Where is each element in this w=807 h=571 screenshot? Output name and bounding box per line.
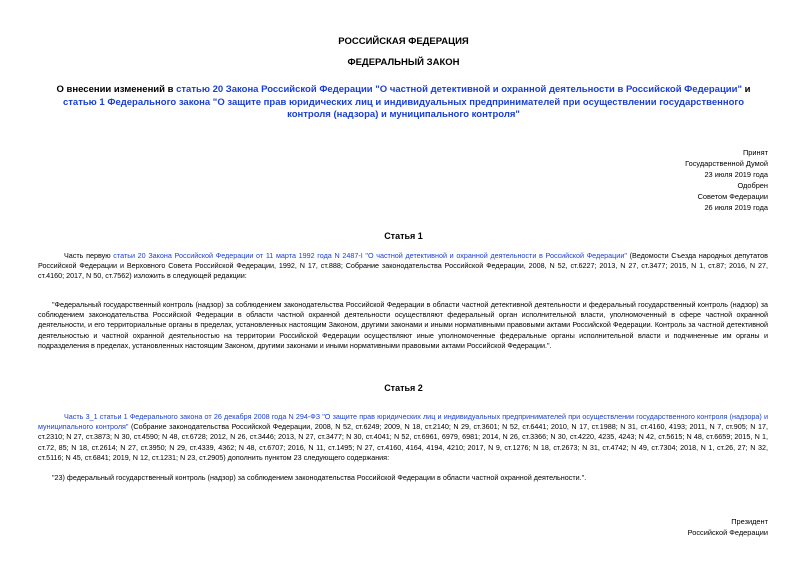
article-1-prefix: Часть первую [64,251,114,260]
article-2-link[interactable]: Часть 3_1 статьи 1 Федерального закона от 26 декабря 2008 года N 294-ФЗ "О защите прав юридических лиц и индивидуальных предпринимателей при осуществлении государственного контроля (надзора) и муниципального контроля" [38,412,768,432]
signature-position: Президент [731,517,768,526]
adoption-block [685,148,768,213]
article-1-link[interactable]: статьи 20 Закона Российской Федерации от 11 марта 1992 года N 2487-I "О частной детективной и охранной деятельности в Российской Федерации" [113,251,627,260]
article-1-paragraph-2 [38,300,768,351]
law-title [50,84,757,122]
article-2-quote: "23) федеральный государственный контроль (надзор) за соблюдением законодательства Российской Федерации в области частной охранной деятельности.". [52,473,587,482]
article-1-rest: (Ведомости Съезда народных депутатов Российской Федерации и Верховного Совета Российской Федерации, 1992, N 17, ст.888; Собрание законодательства Российской Федерации, 2008, N 52, ст.6227; 2013, N 27, ст.3477; 2015, N 1, ст.87; 2016, N 27, ст.4160; 2017, N 50, ст.7562) изложить в следующей редакции: [38,251,768,281]
approved-label: Одобрен [737,180,768,190]
approved-date: 26 июля 2019 года [704,202,768,212]
signature-country: Российской Федерации [687,528,768,537]
title-link-article-20[interactable]: статью 20 Закона Российской Федерации "О частной детективной и охранной деятельности в Российской Федерации" [176,84,742,95]
article-2-paragraph-2 [38,473,768,483]
article-1-heading: Статья 1 [384,231,423,241]
title-text-1: О внесении изменений в [56,84,177,95]
law-type-heading: ФЕДЕРАЛЬНЫЙ ЗАКОН [347,57,460,68]
article-2-rest: (Собрание законодательства Российской Федерации, 2008, N 52, ст.6249; 2009, N 18, ст.2140; N 29, ст.3601; N 52, ст.6441; 2010, N 17, ст.1988; N 31, ст.4160, 4193; 2011, N 7, ст.905; N 17, ст.2310; N 27, ст.3873; N 30, ст.4590; N 48, ст.6728; 2012, N 26, ст.3446; 2013, N 27, ст.3477; N 30, ст.4041; N 52, ст.6961, 6979, 6981; 2014, N 26, ст.3366; N 30, ст.4220, 4235, 4243; N 42, ст.5615; N 48, ст.6659; 2015, N 1, ст.72, 85; N 18, ст.2614; N 27, ст.3950; N 29, ст.4339, 4362; N 48, ст.6707; 2016, N 11, ст.1495; N 27, ст.4160, 4164, 4194, 4210; 2017, N 9, ст.1276; N 18, ст.2673; N 31, ст.4742; N 49, ст.7304; 2018, N 1, ст.26, 27; N 32, ст.5116; N 45, ст.6841; 2019, N 12, ст.1231; N 23, ст.2905) дополнить пунктом 23 следующего содержания: [38,422,769,462]
article-2-heading: Статья 2 [384,383,423,393]
title-text-2: и [742,84,751,95]
accepted-by: Государственной Думой [685,158,768,168]
signature-block [688,516,768,538]
title-link-article-1[interactable]: статью 1 Федерального закона "О защите прав юридических лиц и индивидуальных предпринимателей при осуществлении государственного контроля (надзора) и муниципального контроля" [62,96,745,120]
accepted-date: 23 июля 2019 года [704,169,768,179]
country-heading: РОССИЙСКАЯ ФЕДЕРАЦИЯ [338,36,469,47]
article-1-quote: "Федеральный государственный контроль (надзор) за соблюдением законодательства Российской Федерации в области частной детективной деятельности и федеральный государственный контроль (надзор) за соблюдением законодательства Российской Федерации в области частной охранной деятельности осуществляют федеральный орган исполнительной власти, уполномоченный в сфере частной охранной деятельности, и его территориальные органы в пределах, установленных настоящим Законом, другими законами и иными нормативными правовыми актами Российской Федерации. Контроль за частной детективной деятельностью и частной охранной деятельностью на территории Российской Федерации осуществляют иные уполномоченные федеральные органы исполнительной власти и подчиненные им органы и подразделения в пределах, установленных настоящим Законом, другими законами и иными нормативными правовыми актами Российской Федерации.". [38,300,768,350]
accepted-label: Принят [742,148,768,157]
article-2-paragraph-1 [38,412,768,463]
article-1-paragraph-1 [38,251,768,282]
approved-by: Советом Федерации [697,191,768,201]
